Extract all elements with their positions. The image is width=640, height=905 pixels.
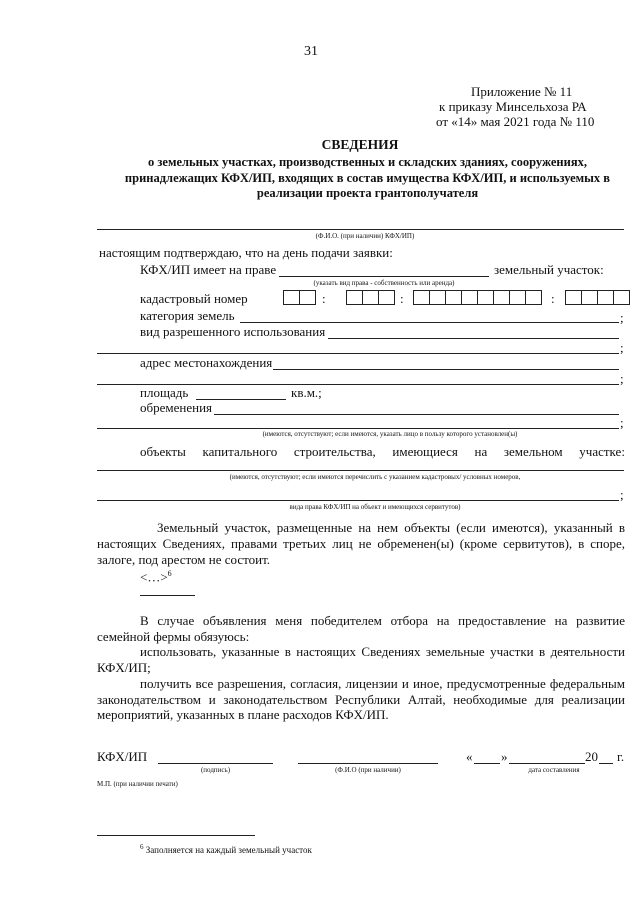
- ellipsis-note: [140, 569, 172, 585]
- fio-sign-line[interactable]: [298, 763, 438, 764]
- objects-caption: (имеются, отсутствуют; если имеются перечислить с указанием кадастровых/ условных номеров,: [229, 473, 521, 481]
- date-close-quote: »: [501, 749, 508, 764]
- address-semicolon: ;: [620, 371, 624, 386]
- objects-word: на: [474, 444, 488, 459]
- fio-caption: (Ф.И.О. (при наличии) КФХ/ИП): [315, 232, 415, 240]
- objects-semicolon: ;: [620, 487, 624, 502]
- encumbrance-line[interactable]: [214, 414, 619, 415]
- cadastral-cell[interactable]: [461, 290, 478, 305]
- cadastral-label: кадастровый номер: [140, 291, 248, 306]
- address-label: адрес местонахождения: [140, 355, 273, 370]
- date-year-suffix: г.: [617, 749, 625, 764]
- category-semicolon: ;: [620, 310, 624, 325]
- appendix-line-1: Приложение № 11: [471, 84, 573, 99]
- objects-word: имеющиеся: [392, 444, 458, 459]
- footnote-mark: 6: [140, 843, 144, 851]
- appendix-line-2: к приказу Минсельхоза РА: [439, 99, 587, 114]
- cadastral-cell[interactable]: [493, 290, 510, 305]
- stamp-caption: М.П. (при наличии печати): [97, 780, 178, 788]
- cadastral-cell[interactable]: [445, 290, 462, 305]
- encumbrance-label: обременения: [140, 400, 213, 415]
- address-line[interactable]: [273, 369, 619, 370]
- title-line-2: принадлежащих КФХ/ИП, входящих в состав имущества КФХ/ИП, и используемых в: [124, 171, 611, 185]
- paragraph-2-line-1: В случае объявления меня победителем отбора на предоставление на развитие: [140, 613, 625, 628]
- short-divider: [140, 595, 195, 596]
- cadastral-cell[interactable]: [581, 290, 598, 305]
- footnote-ref: 6: [167, 569, 172, 578]
- signature-line[interactable]: [158, 763, 273, 764]
- signature-kfh-label: КФХ/ИП: [97, 749, 148, 764]
- paragraph-1-line-3: залоге, под арестом не состоит.: [97, 552, 271, 567]
- cadastral-separator: :: [551, 291, 555, 306]
- date-day-line[interactable]: [474, 763, 500, 764]
- right-label: КФХ/ИП имеет на праве: [140, 262, 277, 277]
- cadastral-cell[interactable]: [346, 290, 363, 305]
- date-year: 20: [585, 749, 598, 764]
- footnote-text: Заполняется на каждый земельный участок: [145, 845, 312, 855]
- cadastral-separator: :: [322, 291, 326, 306]
- signature-caption: (подпись): [200, 766, 231, 774]
- usage-semicolon: ;: [620, 340, 624, 355]
- paragraph-1-line-2: настоящих Сведениях, правами третьих лиц не обременен(ы) (кроме сервитутов), в споре,: [97, 536, 625, 551]
- cadastral-cell[interactable]: [429, 290, 446, 305]
- fio-sign-caption: (Ф.И.О (при наличии): [335, 766, 401, 774]
- objects-word: участке:: [579, 444, 625, 459]
- page-number: 31: [304, 44, 318, 59]
- usage-line[interactable]: [328, 338, 619, 339]
- cadastral-cell[interactable]: [613, 290, 630, 305]
- ellipsis-text: <…>: [140, 569, 168, 585]
- cadastral-cell[interactable]: [413, 290, 430, 305]
- footnote-divider: [97, 835, 255, 836]
- cadastral-cell[interactable]: [597, 290, 614, 305]
- cadastral-cell[interactable]: [378, 290, 395, 305]
- paragraph-4-line-1: получить все разрешения, согласия, лицензии и иное, предусмотренные федеральным: [140, 676, 625, 691]
- plot-label: земельный участок:: [494, 262, 604, 277]
- cadastral-cell[interactable]: [283, 290, 300, 305]
- encumbrance-caption: (имеются, отсутствуют; если имеются, указать лицо в пользу которого установлен(ы): [262, 430, 518, 438]
- category-line[interactable]: [240, 322, 619, 323]
- objects-word: капитального: [202, 444, 278, 459]
- title-line-1: о земельных участках, производственных и складских зданиях, сооружениях,: [148, 155, 587, 169]
- date-year-line[interactable]: [599, 763, 613, 764]
- area-label: площадь: [140, 385, 189, 400]
- area-unit: кв.м.;: [291, 385, 322, 400]
- usage-label: вид разрешенного использования: [140, 324, 326, 339]
- cadastral-cell[interactable]: [362, 290, 379, 305]
- paragraph-4-line-2: законодательством и законодательством Республики Алтай, необходимые для реализации: [97, 692, 625, 707]
- confirm-text: настоящим подтверждаю, что на день подачи заявки:: [99, 245, 393, 260]
- objects-word: строительства,: [293, 444, 376, 459]
- objects-line[interactable]: [97, 470, 624, 471]
- objects-label: [140, 444, 625, 460]
- title-line-3: реализации проекта грантополучателя: [256, 186, 479, 200]
- fio-line[interactable]: [97, 229, 624, 230]
- paragraph-3-line-1: использовать, указанные в настоящих Сведениях земельные участки в деятельности: [140, 644, 625, 659]
- rights-caption: вида права КФХ/ИП на объект и имеющихся сервитутов): [289, 503, 461, 511]
- cadastral-cell[interactable]: [299, 290, 316, 305]
- usage-line-2[interactable]: [97, 353, 619, 354]
- paragraph-1-line-1: Земельный участок, размещенные на нем объекты (если имеются), указанный в: [157, 520, 625, 535]
- encumbrance-semicolon: ;: [620, 415, 624, 430]
- cadastral-cell[interactable]: [565, 290, 582, 305]
- objects-word: объекты: [140, 444, 186, 459]
- cadastral-cell[interactable]: [525, 290, 542, 305]
- footnote: [140, 843, 312, 855]
- cadastral-cell[interactable]: [477, 290, 494, 305]
- right-caption: (указать вид права - собственность или аренда): [313, 279, 455, 287]
- date-month-line[interactable]: [509, 763, 585, 764]
- appendix-line-3: от «14» мая 2021 года № 110: [436, 114, 595, 129]
- encumbrance-line-2[interactable]: [97, 428, 619, 429]
- paragraph-4-line-3: мероприятий, указанных в плане расходов КФХ/ИП.: [97, 707, 389, 722]
- objects-line-2[interactable]: [97, 500, 619, 501]
- paragraph-3-line-2: КФХ/ИП;: [97, 660, 151, 675]
- document-title: СВЕДЕНИЯ: [321, 137, 399, 152]
- cadastral-separator: :: [400, 291, 404, 306]
- cadastral-cell[interactable]: [509, 290, 526, 305]
- category-label: категория земель: [140, 308, 235, 323]
- right-type-line[interactable]: [279, 276, 489, 277]
- date-open-quote: «: [466, 749, 473, 764]
- paragraph-2-line-2: семейной фермы обязуюсь:: [97, 629, 250, 644]
- objects-word: земельном: [503, 444, 563, 459]
- date-caption: дата составления: [528, 766, 580, 774]
